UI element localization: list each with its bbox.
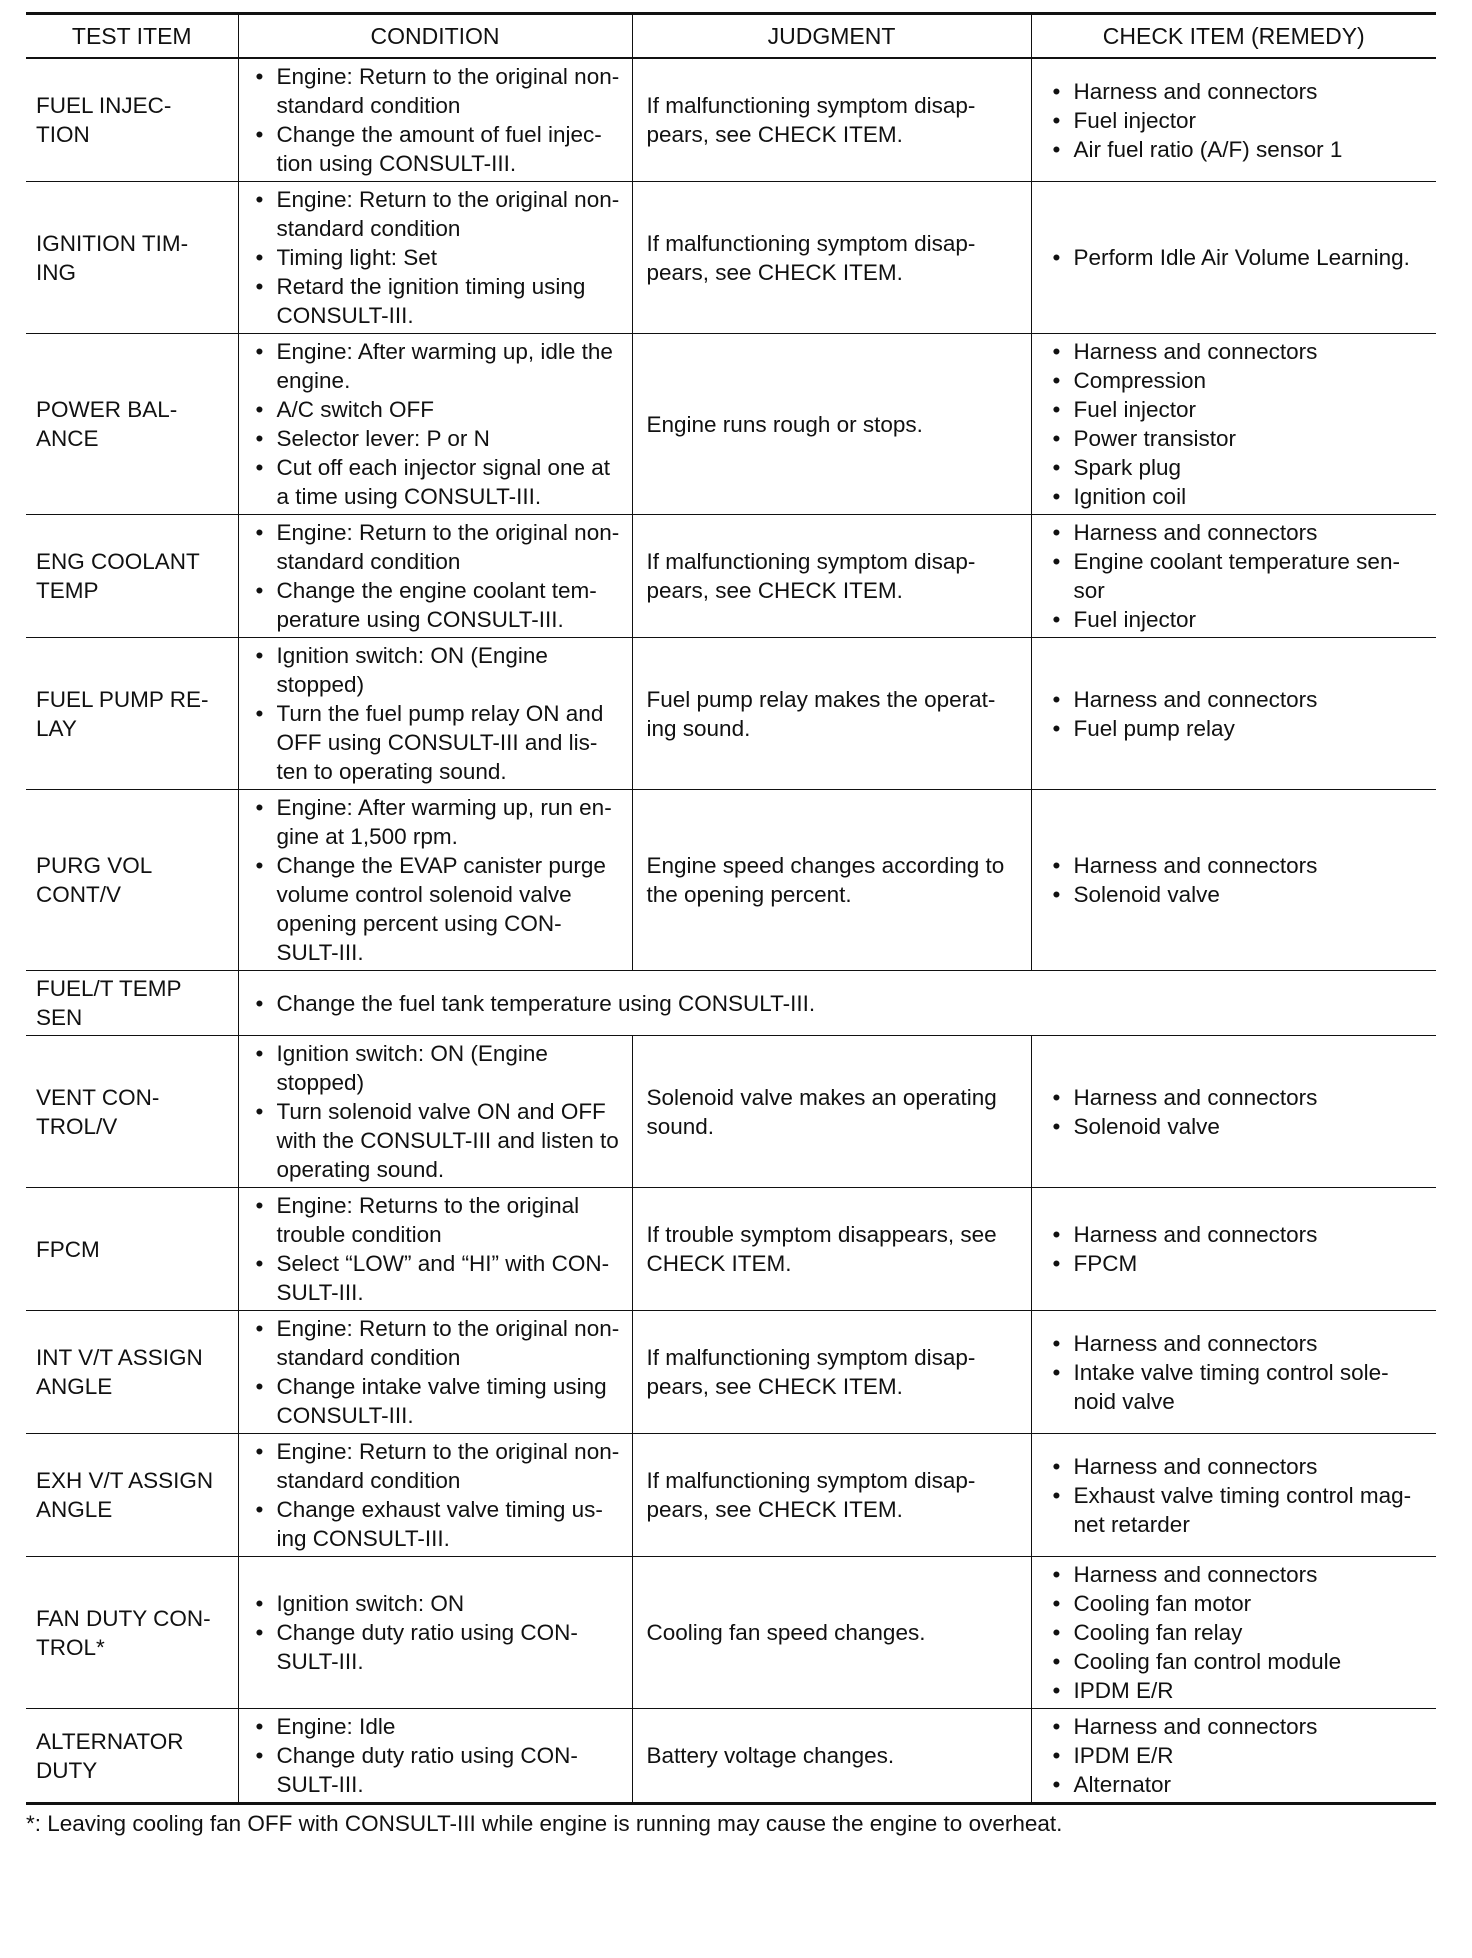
bullet-item: • Engine: Idle: [249, 1712, 624, 1741]
bullet-item: • Engine: After warming up, idle the engine.: [249, 337, 624, 395]
table-body: [26, 58, 1436, 1804]
bullet-item: • Engine: Return to the original non-standard condition: [249, 1314, 624, 1372]
test-item-cell: FUEL PUMP RE- LAY: [26, 638, 238, 790]
bullet-item: • Cut off each injector signal one at a time using CONSULT-III.: [249, 453, 624, 511]
header-judgment: JUDGMENT: [632, 14, 1031, 59]
bullet-item: • Cooling fan relay: [1046, 1618, 1423, 1647]
check-item-cell: [1031, 1557, 1436, 1709]
footnote: *: Leaving cooling fan OFF with CONSULT-III while engine is running may cause the engine to overheat.: [26, 1811, 1063, 1836]
table-row: [26, 1188, 1436, 1311]
bullet-item: • Turn solenoid valve ON and OFF with the CONSULT-III and listen to operating sound.: [249, 1097, 624, 1184]
condition-cell: [238, 1188, 632, 1311]
bullet-item: • Fuel injector: [1046, 395, 1423, 424]
bullet-item: • Change the amount of fuel injec- tion using CONSULT-III.: [249, 120, 624, 178]
condition-cell: [238, 638, 632, 790]
bullet-item: • Change the EVAP canister purge volume control solenoid valve opening percent using CON- SULT-III.: [249, 851, 624, 967]
check-item-list: [1046, 1560, 1423, 1705]
table-row: [26, 334, 1436, 515]
bullet-item: • Engine: After warming up, run en- gine at 1,500 rpm.: [249, 793, 624, 851]
bullet-item: • Engine coolant temperature sen- sor: [1046, 547, 1423, 605]
header-check-item: CHECK ITEM (REMEDY): [1031, 14, 1436, 59]
condition-cell: [238, 334, 632, 515]
check-item-list: [1046, 1452, 1423, 1539]
bullet-item: • Harness and connectors: [1046, 1452, 1423, 1481]
bullet-item: • Harness and connectors: [1046, 1329, 1423, 1358]
condition-list: [249, 989, 1429, 1018]
bullet-item: • Perform Idle Air Volume Learning.: [1046, 243, 1423, 272]
check-item-cell: [1031, 1311, 1436, 1434]
bullet-item: • Exhaust valve timing control mag- net retarder: [1046, 1481, 1423, 1539]
condition-list: [249, 185, 624, 330]
table-row: [26, 58, 1436, 182]
judgment-cell: Engine speed changes according to the opening percent.: [632, 790, 1031, 971]
table-row: [26, 515, 1436, 638]
bullet-item: • Select “LOW” and “HI” with CON- SULT-III.: [249, 1249, 624, 1307]
bullet-item: • IPDM E/R: [1046, 1741, 1423, 1770]
check-item-cell: [1031, 182, 1436, 334]
check-item-list: [1046, 685, 1423, 743]
document-page: [26, 12, 1436, 1837]
condition-list: [249, 793, 624, 967]
judgment-cell: Battery voltage changes.: [632, 1709, 1031, 1804]
bullet-item: • Harness and connectors: [1046, 518, 1423, 547]
bullet-item: • Timing light: Set: [249, 243, 624, 272]
header-condition: CONDITION: [238, 14, 632, 59]
table-row: [26, 971, 1436, 1036]
judgment-cell: If malfunctioning symptom disap- pears, see CHECK ITEM.: [632, 182, 1031, 334]
check-item-list: [1046, 1083, 1423, 1141]
judgment-cell: If malfunctioning symptom disap- pears, see CHECK ITEM.: [632, 58, 1031, 182]
check-item-cell: [1031, 58, 1436, 182]
check-item-cell: [1031, 334, 1436, 515]
bullet-item: • Change intake valve timing using CONSULT-III.: [249, 1372, 624, 1430]
active-test-table: [26, 12, 1436, 1805]
condition-list: [249, 62, 624, 178]
bullet-item: • Ignition coil: [1046, 482, 1423, 511]
check-item-cell: [1031, 790, 1436, 971]
bullet-item: • FPCM: [1046, 1249, 1423, 1278]
table-row: [26, 638, 1436, 790]
bullet-item: • Alternator: [1046, 1770, 1423, 1799]
check-item-list: [1046, 518, 1423, 634]
condition-list: [249, 1589, 624, 1676]
bullet-item: • Engine: Return to the original non-standard condition: [249, 62, 624, 120]
bullet-item: • IPDM E/R: [1046, 1676, 1423, 1705]
test-item-cell: IGNITION TIM- ING: [26, 182, 238, 334]
bullet-item: • Air fuel ratio (A/F) sensor 1: [1046, 135, 1423, 164]
judgment-cell: Cooling fan speed changes.: [632, 1557, 1031, 1709]
bullet-item: • Harness and connectors: [1046, 1560, 1423, 1589]
test-item-cell: POWER BAL- ANCE: [26, 334, 238, 515]
table-row: [26, 1434, 1436, 1557]
check-item-cell: [1031, 515, 1436, 638]
bullet-item: • Harness and connectors: [1046, 1083, 1423, 1112]
bullet-item: • Engine: Return to the original non-standard condition: [249, 1437, 624, 1495]
test-item-cell: FUEL/T TEMP SEN: [26, 971, 238, 1036]
judgment-cell: Fuel pump relay makes the operat- ing sound.: [632, 638, 1031, 790]
table-header-row: [26, 14, 1436, 59]
test-item-cell: FAN DUTY CON- TROL*: [26, 1557, 238, 1709]
check-item-list: [1046, 1712, 1423, 1799]
condition-cell: [238, 790, 632, 971]
condition-cell: [238, 1709, 632, 1804]
bullet-item: • A/C switch OFF: [249, 395, 624, 424]
judgment-cell: If malfunctioning symptom disap- pears, see CHECK ITEM.: [632, 1311, 1031, 1434]
test-item-cell: ALTERNATOR DUTY: [26, 1709, 238, 1804]
judgment-cell: If trouble symptom disappears, see CHECK ITEM.: [632, 1188, 1031, 1311]
bullet-item: • Engine: Return to the original non-standard condition: [249, 518, 624, 576]
condition-cell: [238, 1311, 632, 1434]
judgment-cell: Engine runs rough or stops.: [632, 334, 1031, 515]
bullet-item: • Fuel injector: [1046, 106, 1423, 135]
bullet-item: • Harness and connectors: [1046, 685, 1423, 714]
check-item-list: [1046, 337, 1423, 511]
condition-cell: [238, 1557, 632, 1709]
condition-list: [249, 1712, 624, 1799]
condition-cell: [238, 1434, 632, 1557]
bullet-item: • Engine: Returns to the original trouble condition: [249, 1191, 624, 1249]
bullet-item: • Solenoid valve: [1046, 1112, 1423, 1141]
bullet-item: • Spark plug: [1046, 453, 1423, 482]
condition-list: [249, 641, 624, 786]
table-row: [26, 1036, 1436, 1188]
check-item-cell: [1031, 638, 1436, 790]
bullet-item: • Ignition switch: ON (Engine stopped): [249, 1039, 624, 1097]
test-item-cell: EXH V/T ASSIGN ANGLE: [26, 1434, 238, 1557]
check-item-cell: [1031, 1709, 1436, 1804]
table-row: [26, 790, 1436, 971]
condition-cell: [238, 182, 632, 334]
test-item-cell: FUEL INJEC- TION: [26, 58, 238, 182]
condition-cell: [238, 58, 632, 182]
condition-list: [249, 1191, 624, 1307]
bullet-item: • Fuel pump relay: [1046, 714, 1423, 743]
condition-list: [249, 1039, 624, 1184]
bullet-item: • Ignition switch: ON: [249, 1589, 624, 1618]
test-item-cell: ENG COOLANT TEMP: [26, 515, 238, 638]
condition-cell: [238, 515, 632, 638]
condition-list: [249, 1314, 624, 1430]
check-item-list: [1046, 243, 1423, 272]
bullet-item: • Harness and connectors: [1046, 851, 1423, 880]
table-row: [26, 1557, 1436, 1709]
bullet-item: • Ignition switch: ON (Engine stopped): [249, 641, 624, 699]
bullet-item: • Compression: [1046, 366, 1423, 395]
test-item-cell: VENT CON- TROL/V: [26, 1036, 238, 1188]
bullet-item: • Power transistor: [1046, 424, 1423, 453]
check-item-list: [1046, 1220, 1423, 1278]
bullet-item: • Change exhaust valve timing us- ing CONSULT-III.: [249, 1495, 624, 1553]
judgment-cell: If malfunctioning symptom disap- pears, see CHECK ITEM.: [632, 1434, 1031, 1557]
table-row: [26, 1311, 1436, 1434]
judgment-cell: If malfunctioning symptom disap- pears, see CHECK ITEM.: [632, 515, 1031, 638]
bullet-item: • Fuel injector: [1046, 605, 1423, 634]
table-row: [26, 1709, 1436, 1804]
bullet-item: • Harness and connectors: [1046, 1220, 1423, 1249]
check-item-list: [1046, 1329, 1423, 1416]
bullet-item: • Harness and connectors: [1046, 77, 1423, 106]
condition-list: [249, 337, 624, 511]
bullet-item: • Change duty ratio using CON- SULT-III.: [249, 1741, 624, 1799]
bullet-item: • Intake valve timing control sole- noid valve: [1046, 1358, 1423, 1416]
bullet-item: • Harness and connectors: [1046, 1712, 1423, 1741]
bullet-item: • Turn the fuel pump relay ON and OFF using CONSULT-III and lis- ten to operating sound.: [249, 699, 624, 786]
test-item-cell: FPCM: [26, 1188, 238, 1311]
bullet-item: • Change the engine coolant tem- perature using CONSULT-III.: [249, 576, 624, 634]
bullet-item: • Harness and connectors: [1046, 337, 1423, 366]
condition-span-cell: [238, 971, 1436, 1036]
bullet-item: • Solenoid valve: [1046, 880, 1423, 909]
bullet-item: • Change duty ratio using CON- SULT-III.: [249, 1618, 624, 1676]
test-item-cell: PURG VOL CONT/V: [26, 790, 238, 971]
condition-list: [249, 518, 624, 634]
check-item-cell: [1031, 1188, 1436, 1311]
check-item-list: [1046, 77, 1423, 164]
check-item-list: [1046, 851, 1423, 909]
condition-list: [249, 1437, 624, 1553]
judgment-cell: Solenoid valve makes an operating sound.: [632, 1036, 1031, 1188]
condition-cell: [238, 1036, 632, 1188]
bullet-item: • Selector lever: P or N: [249, 424, 624, 453]
table-row: [26, 182, 1436, 334]
bullet-item: • Engine: Return to the original non-standard condition: [249, 185, 624, 243]
bullet-item: • Change the fuel tank temperature using CONSULT-III.: [249, 989, 1429, 1018]
header-test-item: TEST ITEM: [26, 14, 238, 59]
bullet-item: • Cooling fan control module: [1046, 1647, 1423, 1676]
bullet-item: • Retard the ignition timing using CONSULT-III.: [249, 272, 624, 330]
check-item-cell: [1031, 1434, 1436, 1557]
bullet-item: • Cooling fan motor: [1046, 1589, 1423, 1618]
test-item-cell: INT V/T ASSIGN ANGLE: [26, 1311, 238, 1434]
check-item-cell: [1031, 1036, 1436, 1188]
